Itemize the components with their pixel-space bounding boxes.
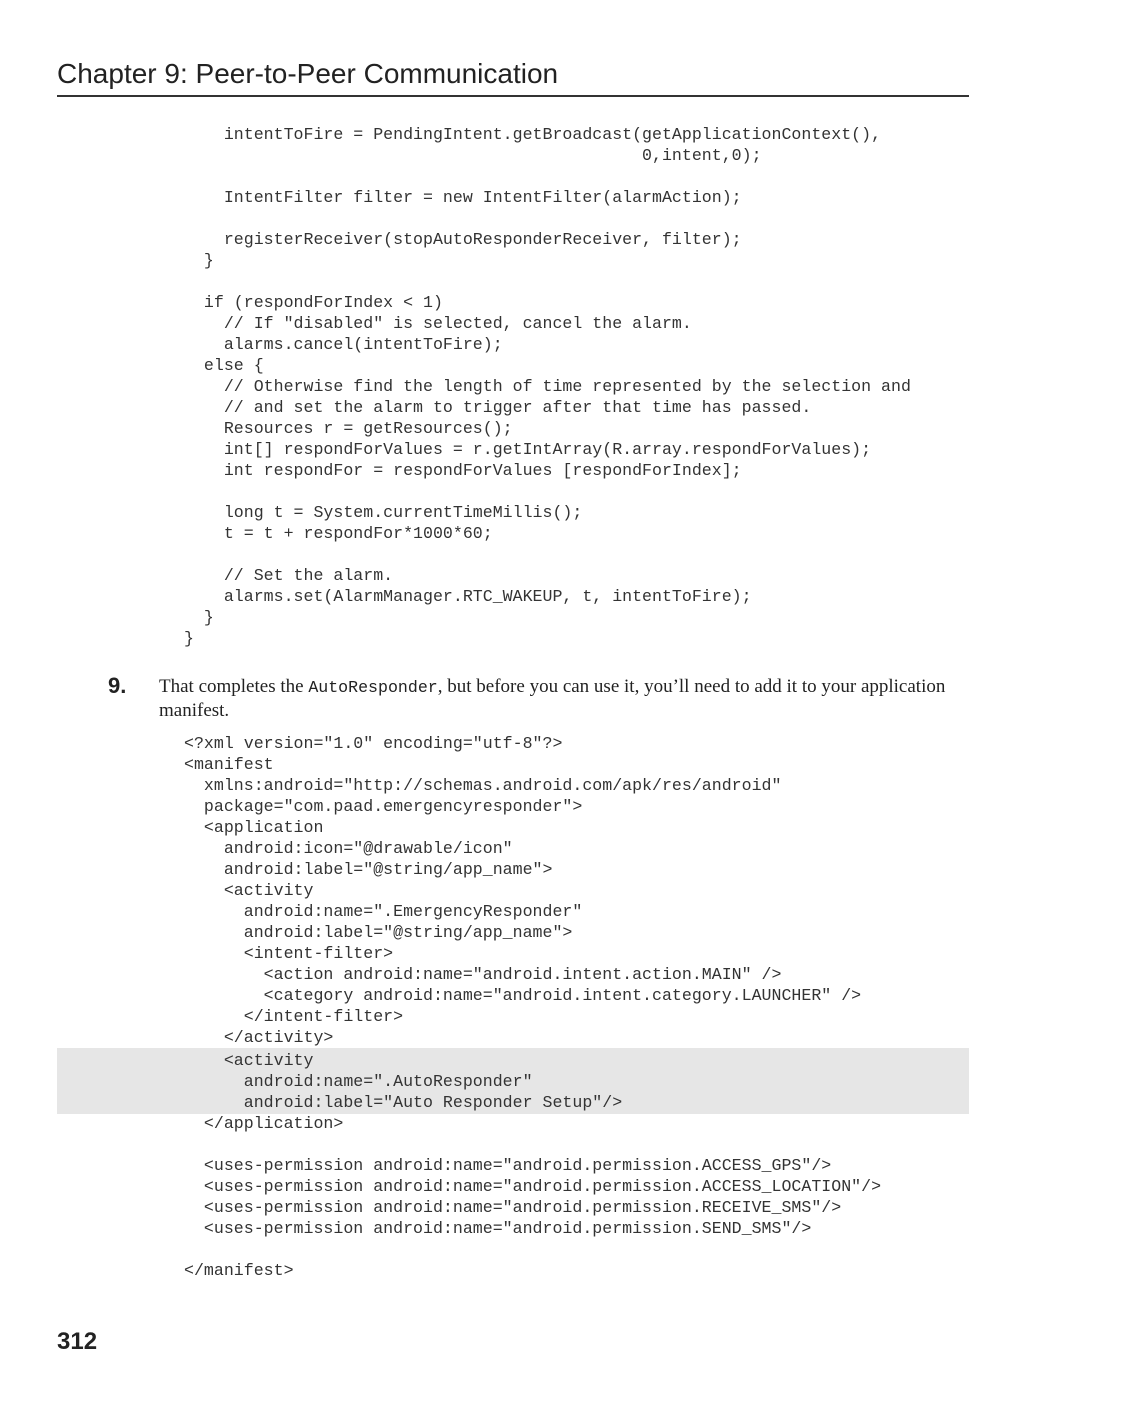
step-number: 9.: [108, 673, 127, 698]
chapter-title: Chapter 9: Peer-to-Peer Communication: [57, 58, 559, 89]
code-block-manifest-highlighted: <activity android:name=".AutoResponder" android:label="Auto Responder Setup"/>: [223, 1051, 623, 1112]
step-inline-code: AutoResponder: [308, 678, 438, 697]
page-number: 312: [57, 1328, 98, 1355]
step-text: [159, 675, 949, 722]
code-block-alarm: intentToFire = PendingIntent.getBroadcast(getApplicationContext(), 0,intent,0); IntentFilter filter = new IntentFilter(alarmAction); registerReceiver(stopAutoResponderReceiver, filter); } if (respondForIndex < 1) // If "disabled" is selected, cancel the alarm. alarms.cancel(intentToFire); else { // Otherwise find the length of time represented by the selection and // and set the alarm to trigger after that time has passed. Resources r = getResources(); int[] respondForValues = r.getIntArray(R.array.respondForValues); int respondFor = respondForValues [respondForIndex]; long t = System.currentTimeMillis(); t = t + respondFor*1000*60; // Set the alarm. alarms.set(AlarmManager.RTC_WAKEUP, t, intentToFire); } }: [184, 125, 911, 648]
step-text-after: , but before you can use it, you’ll need to add it to your application manifest.: [159, 676, 946, 721]
code-block-manifest-after: </application> <uses-permission android:name="android.permission.ACCESS_GPS"/> <uses-permission android:name="android.permission.ACCESS_LOCATION"/> <uses-permission android:name="android.permission.RECEIVE_SMS"/> <uses-permission android:name="android.permission.SEND_SMS"/> </manifest>: [184, 1114, 882, 1280]
code-block-manifest-before: <?xml version="1.0" encoding="utf-8"?> <manifest xmlns:android="http://schemas.android.com/apk/res/android" package="com.paad.emergencyresponder"> <application android:icon="@drawable/icon" android:label="@string/app_name"> <activity android:name=".EmergencyResponder" android:label="@string/app_name"> <intent-filter> <action android:name="android.intent.action.MAIN" /> <category android:name="android.intent.category.LAUNCHER" /> </intent-filter> </activity>: [184, 734, 862, 1047]
header-rule: [57, 95, 969, 97]
step-text-before: That completes the: [159, 676, 309, 697]
